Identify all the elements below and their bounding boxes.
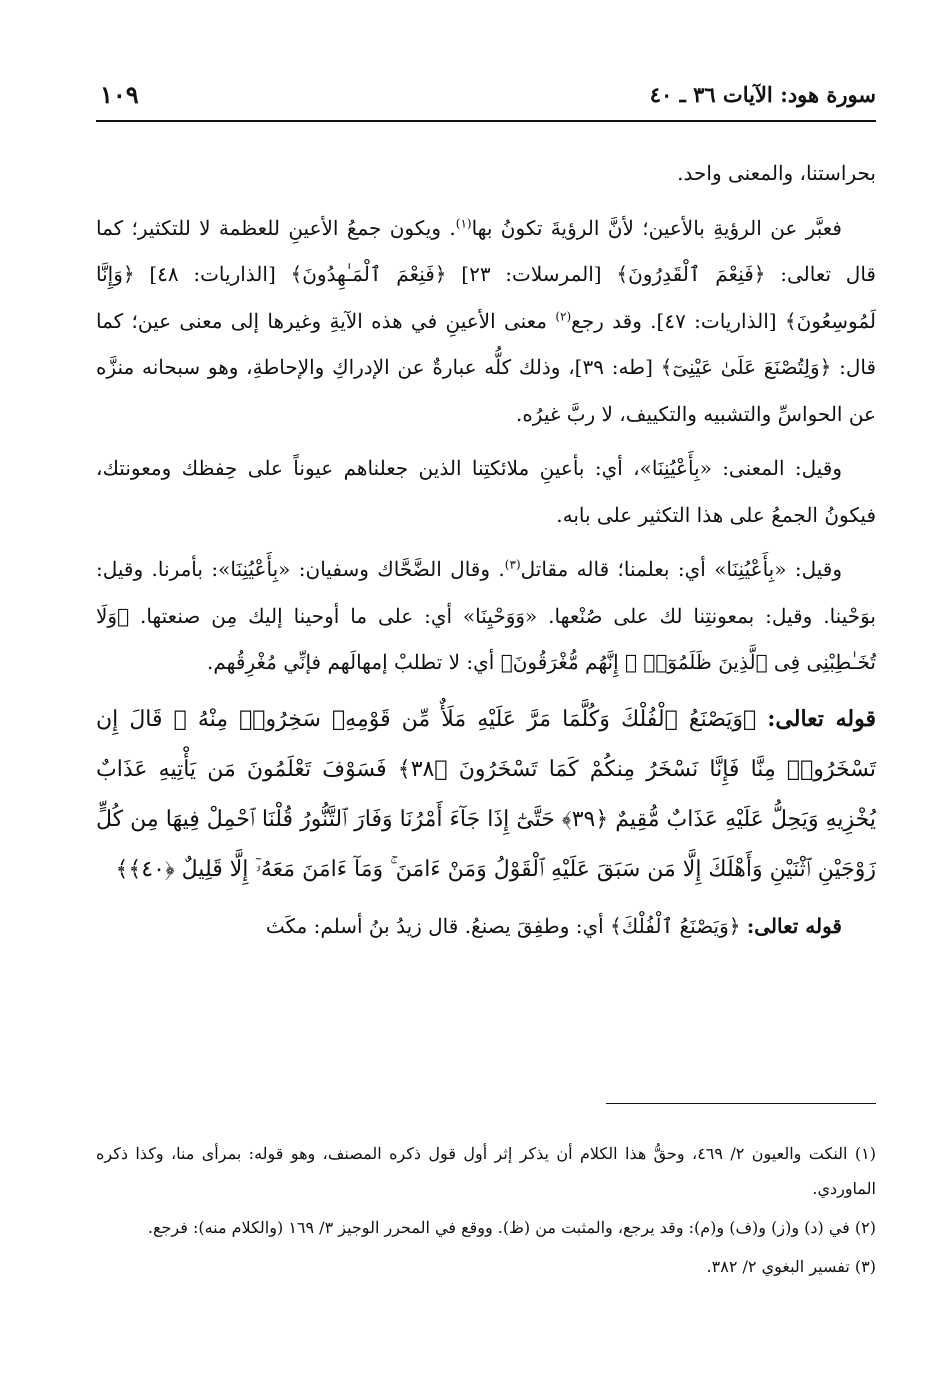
main-text: [96, 150, 876, 957]
verse-text: ﴿وَيَصْنَعُ ٱلْفُلْكَ وَكُلَّمَا مَرَّ عَلَيْهِ مَلَأٌ مِّن قَوْمِهِۦ سَخِرُوا۟ مِنْهُ ۚ قَالَ إِن تَسْخَرُوا۟ مِنَّا فَإِنَّا نَسْخَرُ مِنكُمْ كَمَا تَسْخَرُونَ ﴿٣٨﴾ فَسَوْفَ تَعْلَمُونَ مَن يَأْتِيهِ عَذَابٌ يُخْزِيهِ وَيَحِلُّ عَلَيْهِ عَذَابٌ مُّقِيمٌ ﴿٣٩﴾ حَتَّىٰٓ إِذَا جَآءَ أَمْرُنَا وَفَارَ ٱلتَّنُّورُ قُلْنَا ٱحْمِلْ فِيهَا مِن كُلٍّ زَوْجَيْنِ ٱثْنَيْنِ وَأَهْلَكَ إِلَّا مَن سَبَقَ عَلَيْهِ ٱلْقَوْلُ وَمَنْ ءَامَنَ ۚ وَمَآ ءَامَنَ مَعَهُۥٓ إِلَّا قَلِيلٌ ﴿٤٠﴾﴾: [96, 706, 877, 882]
footnote-text: في (د) و(ز) و(ف) و(م): وقد يرجع، والمثبت من (ظ). ووقع في المحرر الوجيز ٣/ ١٦٩ (والكلام منه): فرجع.: [147, 1218, 850, 1237]
footnote-3: [96, 1249, 876, 1284]
footnote-number: (٢): [854, 1218, 876, 1237]
paragraph-1: بحراستنا، والمعنى واحد.: [677, 161, 876, 185]
page-number: ١٠٩: [100, 80, 139, 109]
paragraph-4: [96, 546, 876, 686]
paragraph-2-part-c: معنى الأعينِ في هذه الآيةِ وغيرها إلى معنى عين؛ كما قال: ﴿وَلِتُصْنَعَ عَلَىٰ عَيْنِىٓ﴾ [طه: ٣٩]، وذلك كلُّه عبارةٌ عن الإدراكِ والإحاطةِ، وهو سبحانه منزَّه عن الحواسِّ والتشبيه والتكييف، لا ربَّ غيرُه.: [96, 308, 877, 426]
footnote-marker-3: (٣): [504, 557, 521, 572]
paragraph-5-lead: قوله تعالى:: [746, 913, 842, 938]
footnote-number: (١): [854, 1144, 876, 1163]
paragraph-5-text: ﴿وَيَصْنَعُ ٱلْفُلْكَ﴾ أي: وطفِقَ يصنعُ. قال زيدُ بنُ أسلم: مكَث: [265, 913, 741, 938]
paragraph-4-part-b: . وقال الضَّحَّاك وسفيان: «بِأَعْيُنِنَا»: بأمرنا. وقيل: بوَحْينا. وقيل: بمعونتِنا لك على صُنْعها. «وَوَحْيِنَا» أي: على ما أوحينا إليك مِن صنعتها. ﴿وَلَا تُخَـٰطِبْنِى فِى ٱلَّذِينَ ظَلَمُوٓا۟ ۚ إِنَّهُم مُّغْرَقُونَ﴾ أي: لا تطلبْ إمهالَهم فإنِّي مُغْرِقُهم.: [96, 557, 876, 674]
header-rule: [96, 120, 876, 122]
footnote-separator: [606, 1103, 876, 1104]
quran-verse-block: [96, 694, 876, 895]
header-title: سورة هود: الآيات ٣٦ ـ ٤٠: [649, 82, 876, 107]
footnotes: [96, 1136, 876, 1288]
footnote-number: (٣): [854, 1257, 876, 1276]
running-header: [96, 78, 876, 122]
paragraph-2-part-b: . ويكون جمعُ الأعينِ للعظمة لا للتكثير؛ كما قال تعالى: ﴿فَنِعْمَ ٱلْقَدِرُونَ﴾ [المرسلات: ٢٣] ﴿فَنِعْمَ ٱلْمَـٰهِدُونَ﴾ [الذاريات: ٤٨] ﴿وَإِنَّا لَمُوسِعُونَ﴾ [الذاريات: ٤٧]. وقد رجع: [96, 215, 877, 333]
footnote-text: النكت والعيون ٢/ ٤٦٩، وحقُّ هذا الكلام أن يذكر إثر أول قول ذكره المصنف، وهو قوله: بمرأى منا، وكذا ذكره الماوردي.: [96, 1144, 876, 1198]
verse-lead: قوله تعالى:: [767, 705, 876, 732]
paragraph-2: [96, 205, 876, 438]
footnote-1: [96, 1136, 876, 1206]
footnote-2: [96, 1210, 876, 1245]
paragraph-2-part-a: فعبَّر عن الرؤيةِ بالأعين؛ لأنَّ الرؤيةَ تكونُ بها: [471, 215, 842, 240]
footnote-marker-1: (١): [455, 215, 472, 230]
paragraph-3: وقيل: المعنى: «بِأَعْيُنِنَا»، أي: بأعينِ ملائكتِنا الذين جعلناهم عيوناً على حِفظك ومعونتك، فيكونُ الجمعُ على هذا التكثير على بابه.: [96, 456, 876, 527]
footnote-marker-2: (٢): [555, 308, 572, 323]
footnote-text: تفسير البغوي ٢/ ٣٨٢.: [706, 1257, 850, 1276]
paragraph-4-part-a: وقيل: «بِأَعْيُنِنَا» أي: بعلمنا؛ قاله مقاتل: [520, 557, 843, 581]
paragraph-5: [96, 903, 876, 950]
